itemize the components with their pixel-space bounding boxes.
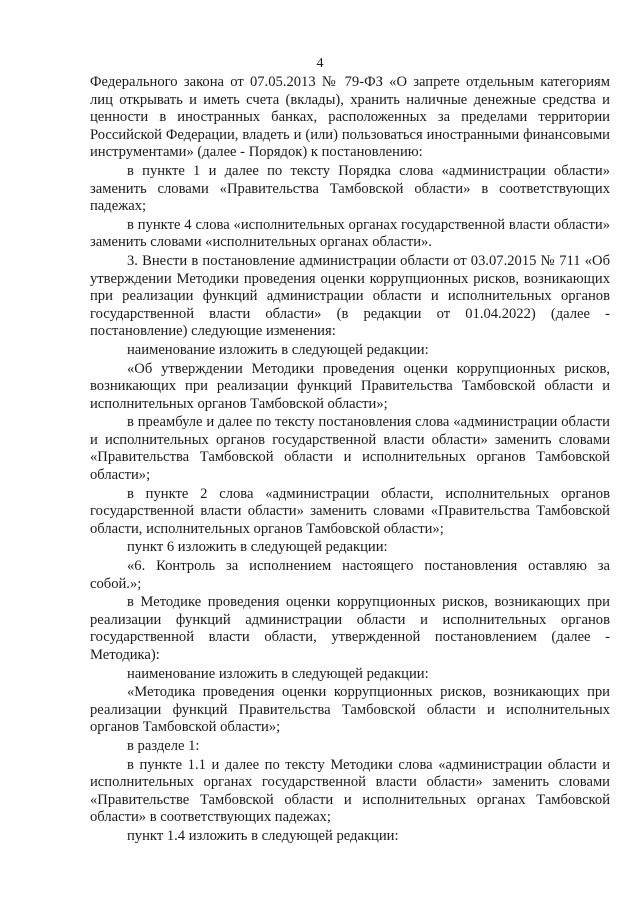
page-number: 4 [316, 56, 324, 71]
paragraph: в преамбуле и далее по тексту постановления слова «администрации области и исполнительных органов государственной власти области» заменить словами «Правительства Тамбовской области и исполнительных органов Тамбовской области»; [90, 414, 610, 484]
paragraph: Федерального закона от 07.05.2013 № 79-ФЗ «О запрете отдельным категориям лиц открывать и иметь счета (вклады), хранить наличные денежные средства и ценности в иностранных банках, расположенных за пределами территории Российской Федерации, владеть и (или) пользоваться иностранными финансовыми инструментами» (далее - Порядок) к постановлению: [90, 74, 610, 161]
paragraph: в пункте 2 слова «администрации области, исполнительных органов государственной власти области» заменить словами «Правительства Тамбовской области, исполнительных органов Тамбовской области»; [90, 485, 610, 537]
paragraph: 3. Внести в постановление администрации области от 03.07.2015 № 711 «Об утверждении Методики проведения оценки коррупционных рисков, возникающих при реализации функций администрации области и исполнительных органов государственной власти области» (в редакции от 01.04.2022) (далее - постановление) следующие изменения: [90, 252, 610, 340]
paragraph: пункт 6 изложить в следующей редакции: [127, 539, 388, 556]
paragraph: «Об утверждении Методики проведения оценки коррупционных рисков, возникающих при реализации функций Правительства Тамбовской области и исполнительных органов Тамбовской области»; [90, 360, 610, 412]
paragraph: в Методике проведения оценки коррупционных рисков, возникающих при реализации функций администрации области и исполнительных органов государственной власти области, утвержденной постановлением (далее - Методика): [90, 594, 610, 663]
paragraph: в разделе 1: [127, 737, 200, 754]
paragraph: в пункте 1.1 и далее по тексту Методики слова «администрации области и исполнительных органах государственной власти области» заменить словами «Правительстве Тамбовской области и исполнительных органах Тамбовской области» в соответствующих падежах; [90, 756, 610, 826]
paragraph: наименование изложить в следующей редакции: [127, 665, 429, 682]
document-body [90, 74, 610, 847]
paragraph: «Методика проведения оценки коррупционных рисков, возникающих при реализации функций Правительства Тамбовской области и исполнительных органов Тамбовской области»; [90, 684, 610, 736]
paragraph: в пункте 1 и далее по тексту Порядка слова «администрации области» заменить словами «Правительства Тамбовской области» в соответствующих падежах; [90, 162, 610, 215]
paragraph: наименование изложить в следующей редакции: [127, 341, 429, 358]
paragraph: в пункте 4 слова «исполнительных органах государственной власти области» заменить словами «исполнительных органах области». [90, 216, 610, 251]
paragraph: «6. Контроль за исполнением настоящего постановления оставляю за собой.»; [90, 558, 610, 592]
paragraph: пункт 1.4 изложить в следующей редакции: [127, 827, 399, 844]
